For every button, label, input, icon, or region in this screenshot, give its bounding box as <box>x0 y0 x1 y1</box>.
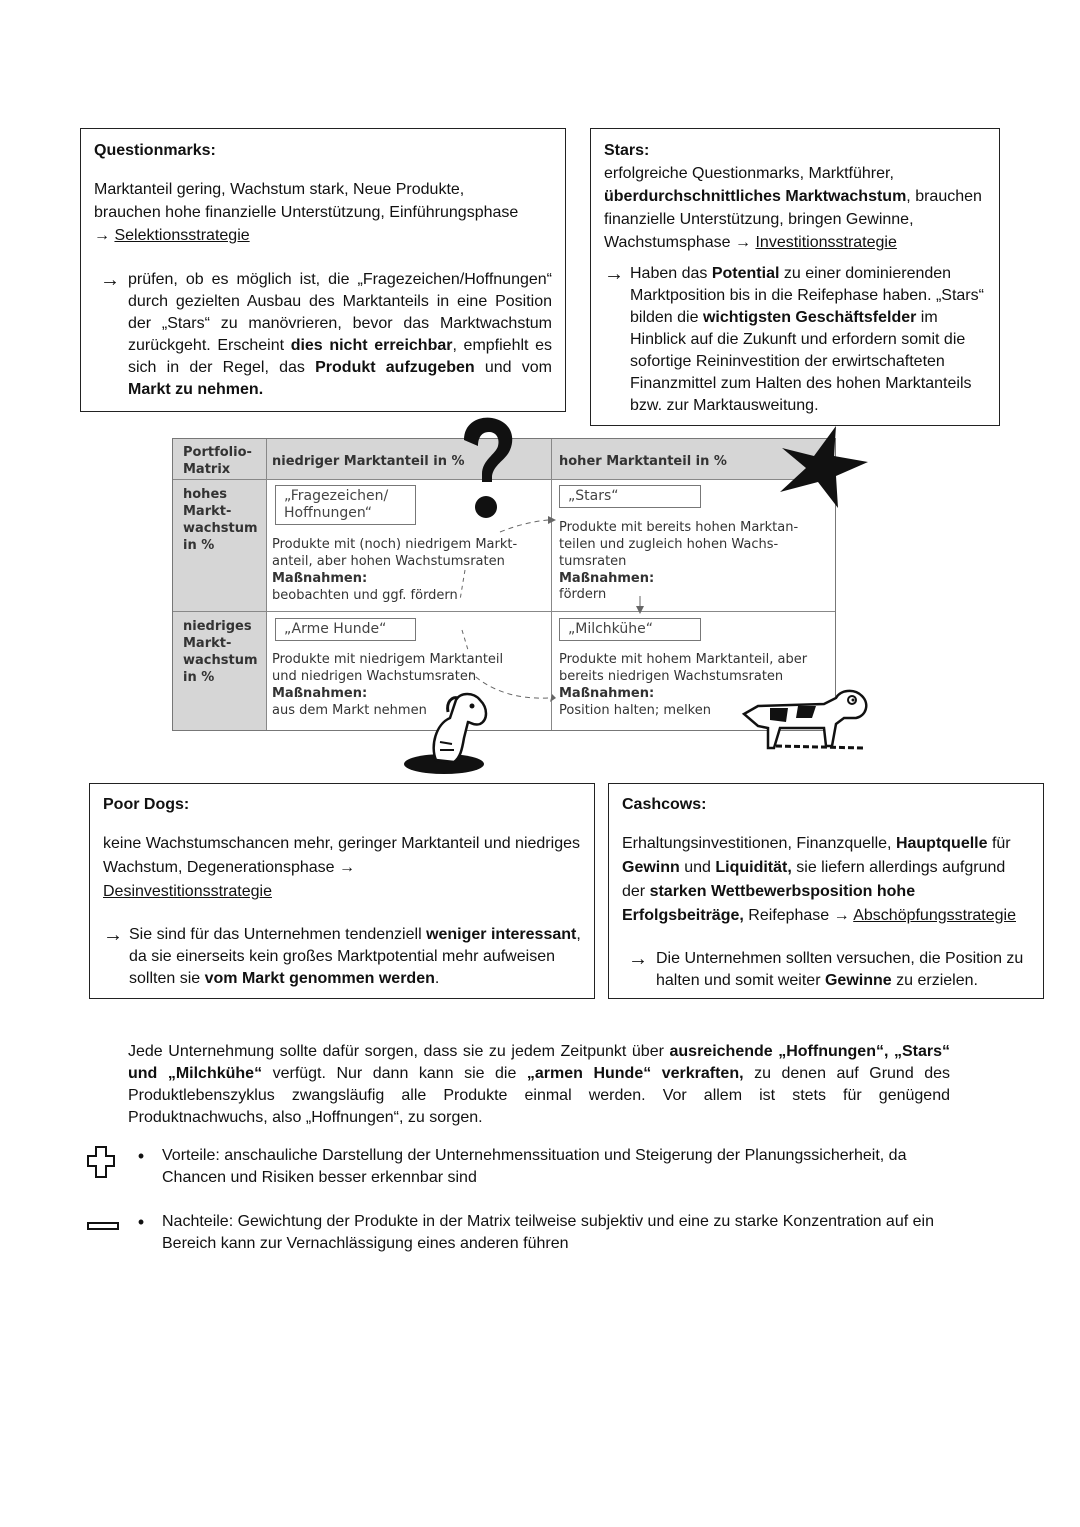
tag-arme-hunde: „Arme Hunde“ <box>275 618 416 641</box>
stars-strategy: Investitionsstrategie <box>755 234 897 251</box>
quadrant-question-action: beobachten und ggf. fördern <box>272 588 458 603</box>
questionmarks-title: Questionmarks: <box>94 142 216 159</box>
stars-summary: erfolgreiche Questionmarks, Marktführer, überdurchschnittliches Marktwachstum, brauchen finanzielle Unterstützung, bringen Gewinne, Wachstumsphase → Investitionsstrategie <box>604 165 982 251</box>
stars-title: Stars: <box>604 142 650 159</box>
questionmarks-strategy: Selektionsstrategie <box>114 227 250 244</box>
plus-icon <box>86 1145 116 1179</box>
minus-icon <box>86 1215 120 1237</box>
matrix-col-high: hoher Marktanteil in % <box>559 454 727 469</box>
bullet-icon: • <box>137 1212 145 1232</box>
quadrant-dogs-text: Produkte mit niedrigem Marktanteil und niedrigen Wachstumsraten <box>272 652 504 684</box>
questionmarks-summary: Marktanteil gering, Wachstum stark, Neue Produkte, brauchen hohe finanzielle Unterstützung, Einführungsphase → Selektionsstrategie <box>94 181 519 244</box>
quadrant-question-text: Produkte mit (noch) niedrigem Markt- anteil, aber hohen Wachstumsraten <box>272 537 518 569</box>
tag-stars: „Stars“ <box>559 485 701 508</box>
cashcows-strategy: Abschöpfungsstrategie <box>853 907 1016 924</box>
matrix-row-high: hohes Markt- wachstum in % <box>183 487 258 553</box>
questionmarks-detail: → prüfen, ob es möglich ist, die „Fragezeichen/Hoffnungen“ durch gezielten Ausbau des Marktanteils in eine Position der „Stars“ zu manövrieren, bevor das Marktwachstum zurückgeht. Erscheint dies nicht erreichbar, empfiehlt es sich in der Regel, das Produkt aufzugeben und vom Markt zu nehmen. <box>94 269 552 401</box>
cashcows-detail: → Die Unternehmen sollten versuchen, die Position zu halten und somit weiter Gewinne zu erzielen. <box>622 948 1030 992</box>
tag-fragezeichen: „Fragezeichen/ Hoffnungen“ <box>275 485 416 525</box>
poordogs-strategy: Desinvestitionsstrategie <box>103 883 272 900</box>
matrix-corner-label: Portfolio- Matrix <box>183 445 252 477</box>
matrix-row-low: niedriges Markt- wachstum in % <box>183 619 258 685</box>
arrow-icon: → <box>103 924 123 946</box>
quadrant-cows-action: Position halten; melken <box>559 703 711 718</box>
arrow-icon: → <box>100 269 120 291</box>
cow-icon <box>740 682 870 760</box>
quadrant-dogs-action: aus dem Markt nehmen <box>272 703 427 718</box>
poordogs-box <box>89 783 595 999</box>
arrow-icon: → <box>735 234 756 251</box>
arrow-icon: → <box>628 948 648 970</box>
question-mark-icon <box>456 416 520 520</box>
quadrant-stars-text: Produkte mit bereits hohen Marktan- teilen und zugleich hohen Wachs- tumsraten <box>559 520 799 569</box>
summary-paragraph: Jede Unternehmung sollte dafür sorgen, dass sie zu jedem Zeitpunkt über ausreichende „Hoffnungen“, „Stars“ und „Milchkühe“ verfügt. Nur dann kann sie die „armen Hunde“ verkraften, zu denen auf Grund des Produktlebenszyklus zwangsläufig alle Produkte einmal werden. Vor allem ist stets für genügend Produktnachwuchs, also „Hoffnungen“, zu sorgen. <box>128 1043 951 1126</box>
quadrant-cows-label: Maßnahmen: <box>559 686 655 701</box>
stars-detail: → Haben das Potential zu einer dominierenden Marktposition bis in die Reifephase haben. „Stars“ bilden die wichtigsten Geschäftsfelder im Hinblick auf die Zukunft und erfordern somit die sofortige Reininvestition der erwirtschafteten Finanzmittel zum Halten des hohen Marktanteils bzw. zur Marktausweitung. <box>604 263 986 417</box>
cons-item <box>86 1211 966 1255</box>
pros-item <box>86 1145 966 1189</box>
poordogs-summary: keine Wachstumschancen mehr, geringer Marktanteil und niedriges Wachstum, Degenerationsphase → Desinvestitionsstrategie <box>103 835 580 900</box>
star-icon <box>778 426 870 508</box>
bullet-icon: • <box>137 1146 145 1166</box>
poordogs-title: Poor Dogs: <box>103 796 190 813</box>
cons-text: Nachteile: Gewichtung der Produkte in der Matrix teilweise subjektiv und eine zu starke Konzentration auf ein Bereich kann zur Vernachlässigung eines anderen führen <box>162 1213 934 1252</box>
quadrant-stars-label: Maßnahmen: <box>559 571 655 586</box>
arrow-icon: → <box>94 227 115 244</box>
quadrant-cows-text: Produkte mit hohem Marktanteil, aber bereits niedrigen Wachstumsraten <box>559 652 808 684</box>
poordogs-detail: → Sie sind für das Unternehmen tendenziell weniger interessant, da sie einerseits kein großes Marktpotential mehr aufweisen sollten sie vom Markt genommen werden. <box>103 924 581 990</box>
quadrant-question-label: Maßnahmen: <box>272 571 368 586</box>
arrow-icon: → <box>833 907 854 924</box>
cashcows-summary: Erhaltungsinvestitionen, Finanzquelle, Hauptquelle für Gewinn und Liquidität, sie liefern allerdings aufgrund der starken Wettbewerbsposition hohe Erfolgsbeiträge, Reifephase → Abschöpfungsstrategie <box>622 835 1016 924</box>
arrow-icon: → <box>604 263 624 285</box>
pros-text: Vorteile: anschauliche Darstellung der Unternehmenssituation und Steigerung der Planungssicherheit, da Chancen und Risiken besser erkennbar sind <box>162 1147 907 1186</box>
cashcows-title: Cashcows: <box>622 796 707 813</box>
tag-milchkuehe: „Milchkühe“ <box>559 618 701 641</box>
quadrant-stars-action: fördern <box>559 587 607 602</box>
cashcows-box <box>608 783 1044 999</box>
dog-icon <box>400 688 496 776</box>
matrix-col-low: niedriger Marktanteil in % <box>272 454 465 469</box>
quadrant-dogs-label: Maßnahmen: <box>272 686 368 701</box>
